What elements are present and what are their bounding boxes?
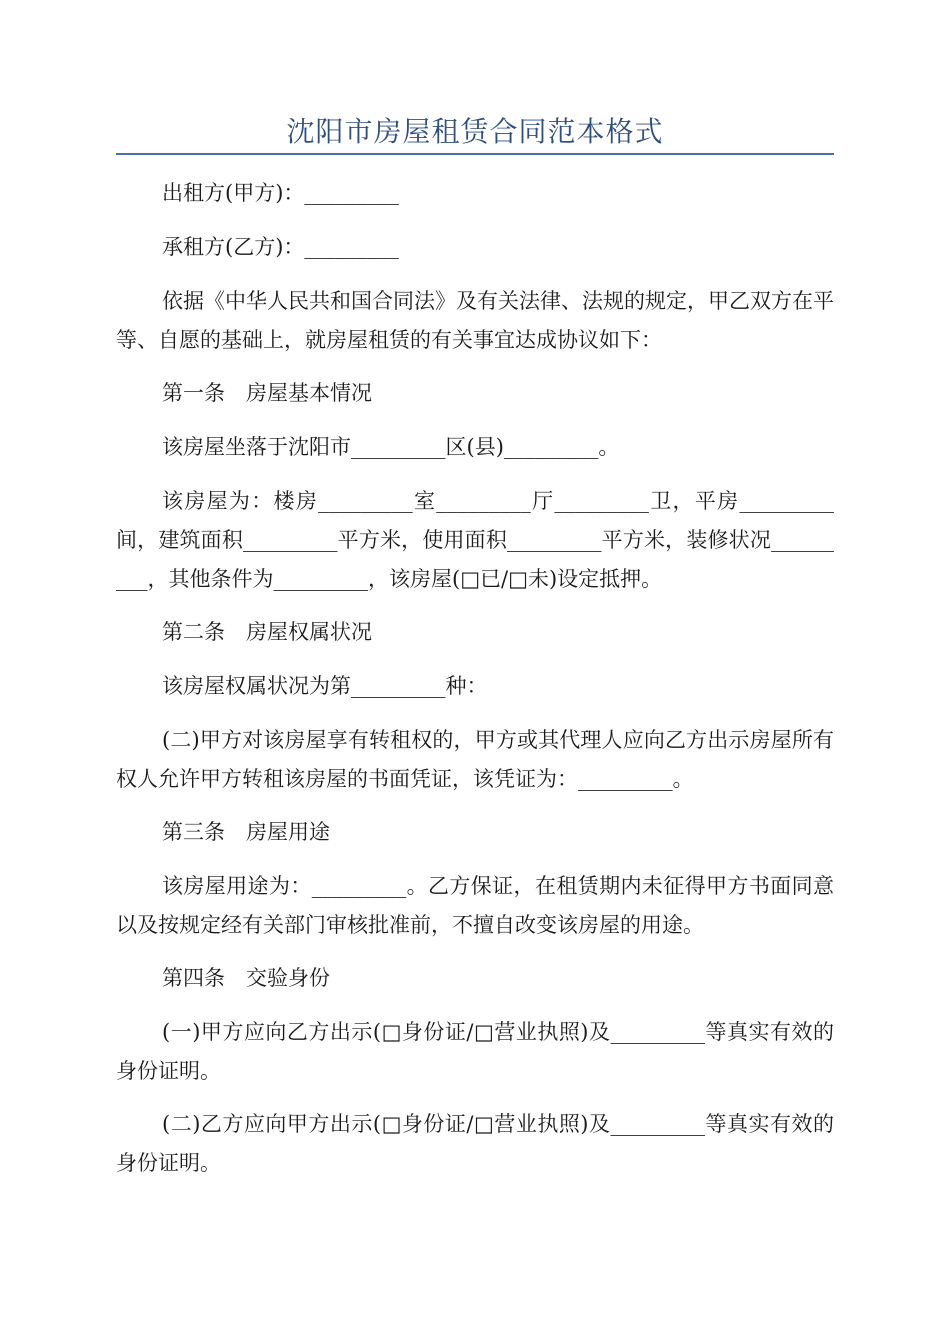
property-use-paragraph: 该房屋用途为：_________。乙方保证，在租赁期内未征得甲方书面同意以及按规定经有关部门审核批准前，不擅自改变该房屋的用途。 [116, 874, 834, 937]
preamble-paragraph: 依据《中华人民共和国合同法》及有关法律、法规的规定，甲乙双方在平等、自愿的基础上，就房屋租赁的有关事宜达成协议如下： [116, 289, 834, 352]
property-location-paragraph: 该房屋坐落于沈阳市_________区(县)_________。 [162, 435, 620, 459]
article-3-heading: 第三条 房屋用途 [162, 820, 330, 844]
document-body [116, 174, 834, 1197]
article-1-heading: 第一条 房屋基本情况 [162, 381, 372, 405]
lessor-line: 出租方(甲方)：_________ [162, 181, 399, 205]
lessee-line: 承租方(乙方)：_________ [162, 235, 399, 259]
title-underline [116, 153, 834, 155]
article-2-heading: 第二条 房屋权属状况 [162, 620, 372, 644]
document-title: 沈阳市房屋租赁合同范本格式 [286, 115, 664, 148]
property-description-paragraph: 该房屋为：楼房_________室_________厅_________卫，平房_________间，建筑面积_________平方米，使用面积_________平方米，装修状况_________，其他条件为_________，该房屋(□已/□未)设定抵押。 [116, 489, 834, 591]
article-4-heading: 第四条 交验身份 [162, 966, 330, 990]
sublease-right-paragraph: (二)甲方对该房屋享有转租权的，甲方或其代理人应向乙方出示房屋所有权人允许甲方转租该房屋的书面凭证，该凭证为：_________。 [116, 728, 834, 791]
lessor-identity-paragraph: (一)甲方应向乙方出示(□身份证/□营业执照)及_________等真实有效的身份证明。 [116, 1020, 834, 1083]
lessee-identity-paragraph: (二)乙方应向甲方出示(□身份证/□营业执照)及_________等真实有效的身份证明。 [116, 1112, 834, 1175]
ownership-type-paragraph: 该房屋权属状况为第_________种： [162, 674, 488, 698]
